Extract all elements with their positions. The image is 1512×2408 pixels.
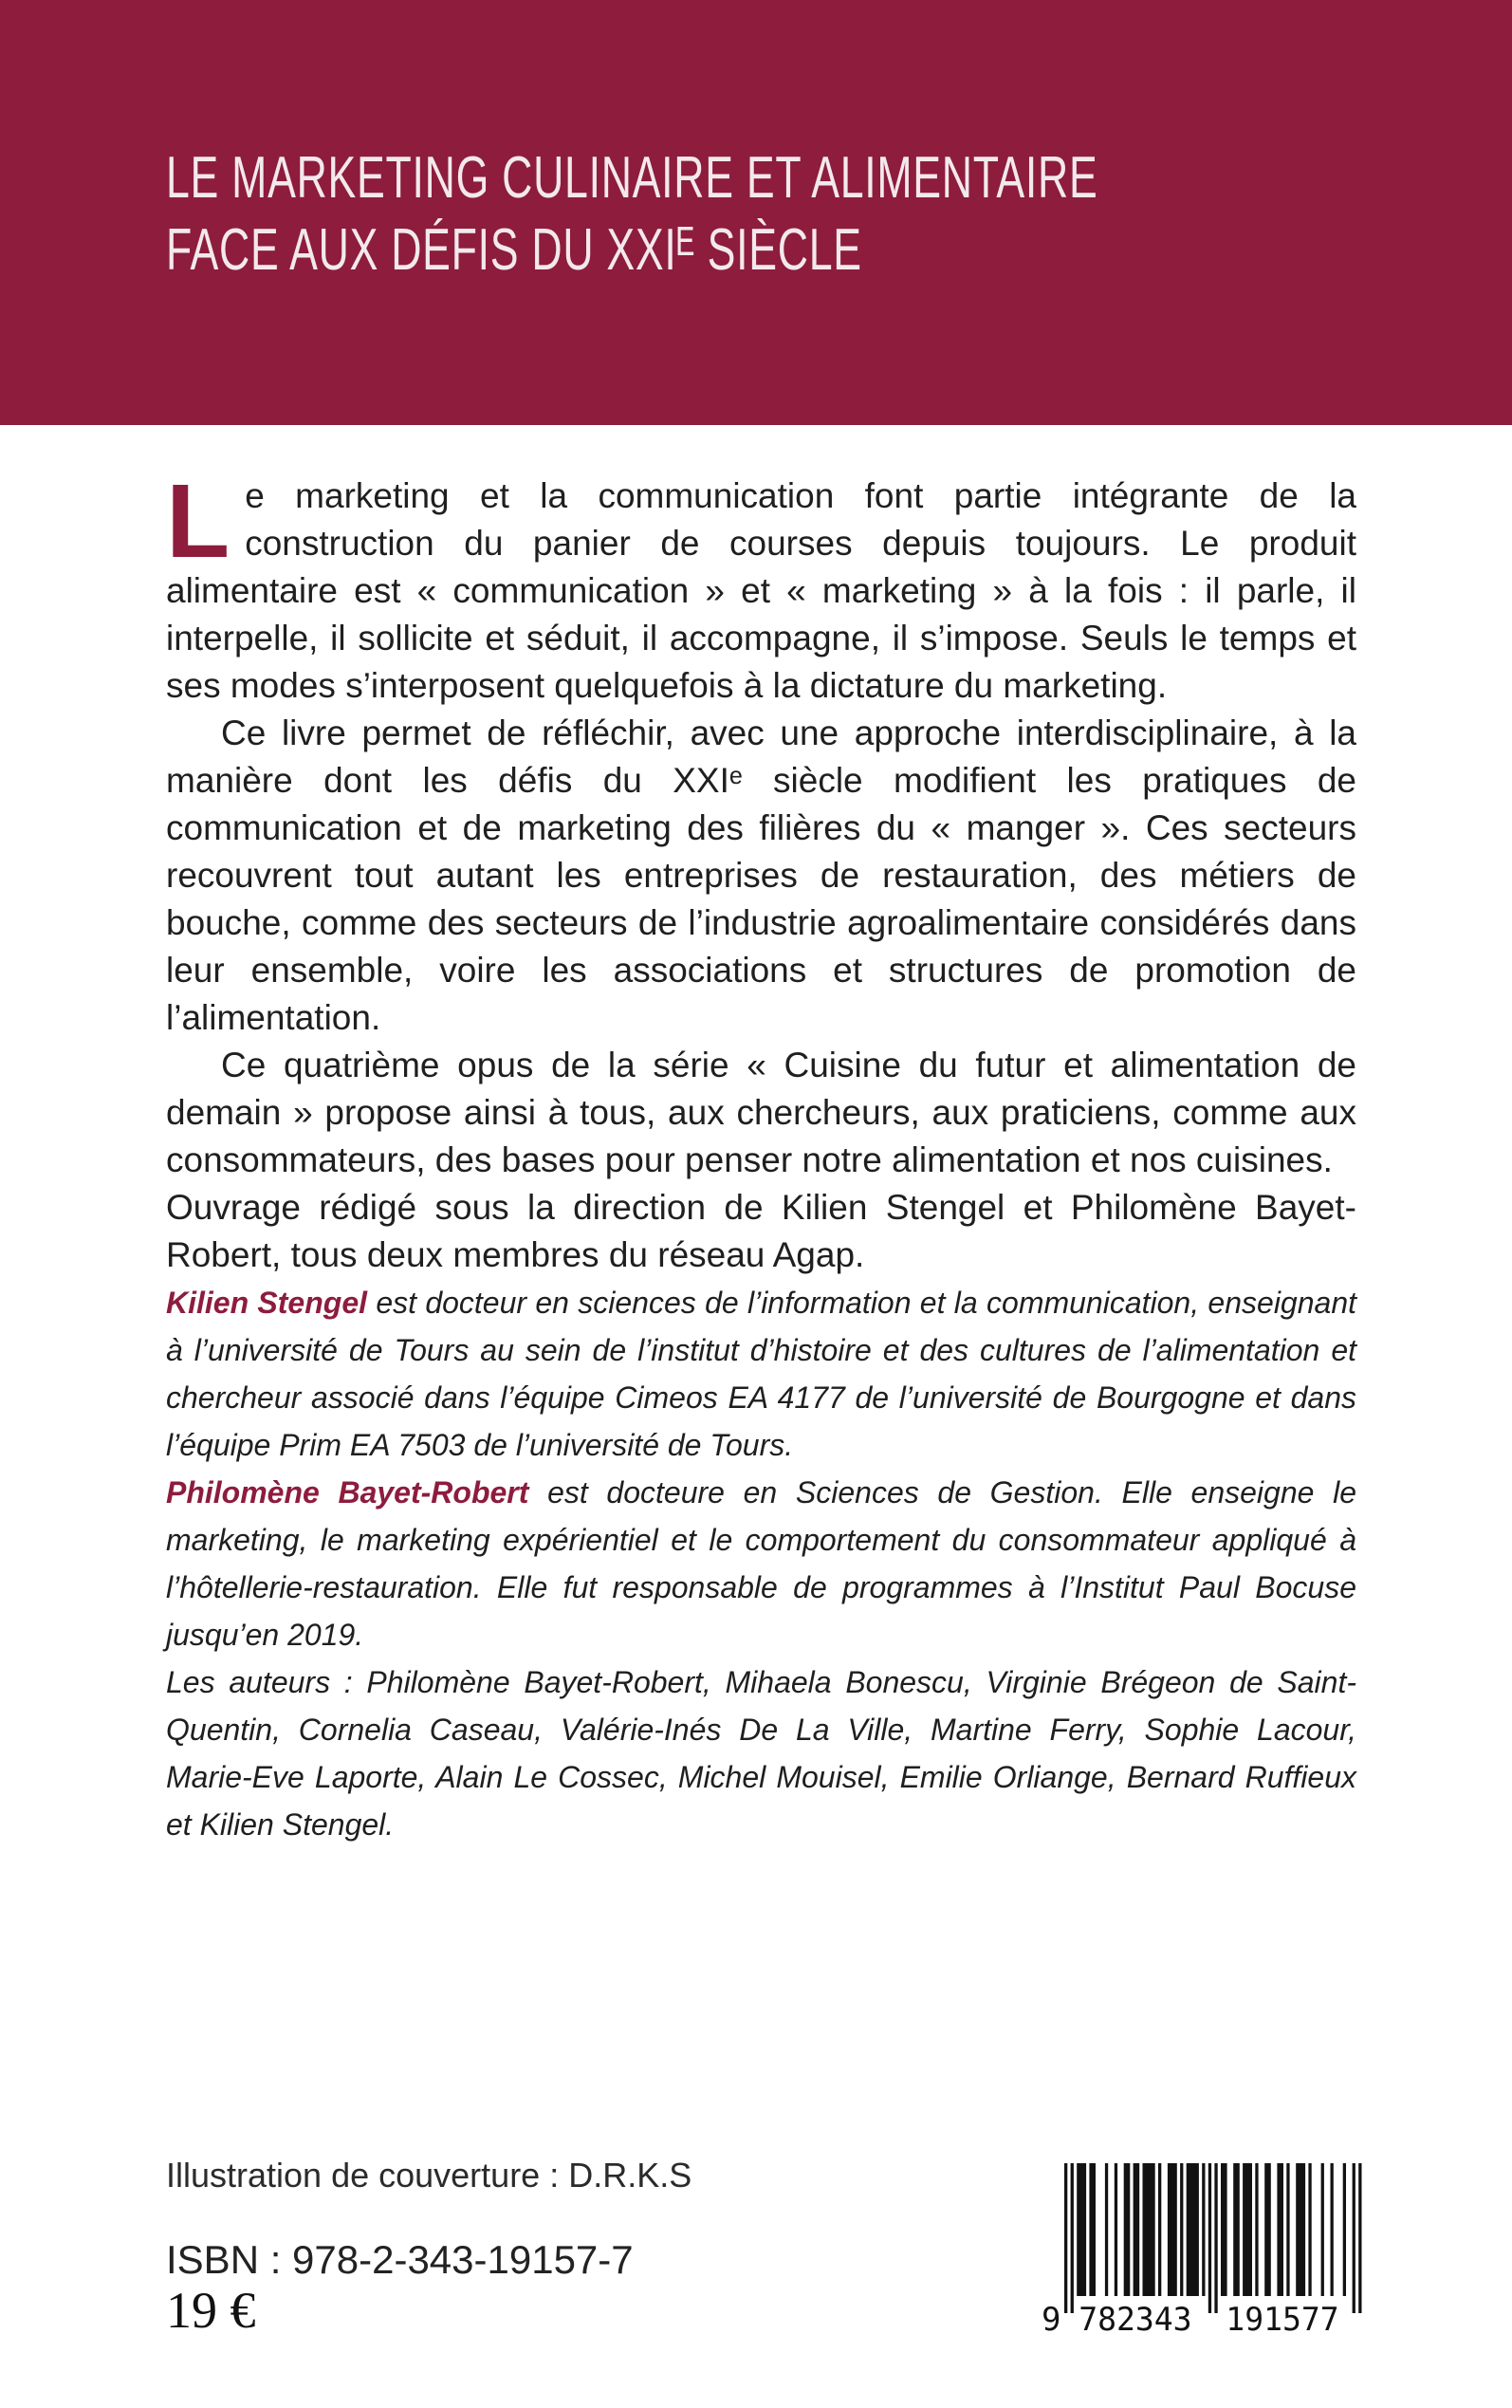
drop-cap: L (166, 463, 230, 580)
barcode-digits: 782343 (1079, 2301, 1192, 2336)
bio-philomene-bayet-robert (166, 1469, 1356, 1658)
bio-text-kilien-stengel: est docteur en sciences de l’information et la communication, enseignant à l’université de Tours au sein de l’institut d’histoire et des cultures de l’alimentation et chercheur associé dans l’équipe Cimeos EA 4177 de l’université de Bourgogne et dans l’équipe Prim EA 7503 de l’université de Tours. (166, 1286, 1357, 1462)
back-cover-text (166, 463, 1357, 1848)
authors-list: Les auteurs : Philomène Bayet-Robert, Mihaela Bonescu, Virginie Brégeon de Saint-Quentin, Cornelia Caseau, Valérie-Inés De La Ville, Martine Ferry, Sophie Lacour, Marie-Eve Laporte, Alain Le Cossec, Michel Mouisel, Emilie Orliange, Bernard Ruffieux et Kilien Stengel. (166, 1665, 1356, 1842)
bio-name-philomene-bayet-robert: Philomène Bayet-Robert (166, 1475, 529, 1510)
paragraph-intro (166, 463, 1356, 710)
bio-kilien-stengel (166, 1279, 1356, 1469)
barcode-digits: 191577 (1226, 2301, 1339, 2336)
barcode (1042, 2163, 1379, 2341)
isbn-line: ISBN : 978-2-343-19157-7 (166, 2237, 634, 2282)
paragraph-book-purpose: Ce livre permet de réfléchir, avec une approche interdisciplinaire, à la manière dont les défis du XXIᵉ siècle modifient les pratiques de communication et de marketing des filières du « manger ». Ces secteurs recouvrent tout autant les entreprises de restauration, des métiers de bouche, comme des secteurs de l’industrie agroalimentaire considérés dans leur ensemble, voire les associations et structures de promotion de l’alimentation. (166, 713, 1356, 1037)
bio-text-philomene-bayet-robert: est docteure en Sciences de Gestion. Elle enseigne le marketing, le marketing expérientiel et le comportement du consommateur appliqué à l’hôtellerie-restauration. Elle fut responsable de programmes à l’Institut Paul Bocuse jusqu’en 2019. (166, 1475, 1357, 1652)
book-title-line2: FACE AUX DÉFIS DU XXIᴱ SIÈCLE (166, 217, 862, 283)
price-label: 19 € (166, 2282, 256, 2339)
title-band (0, 0, 1512, 425)
barcode-svg (1042, 2163, 1379, 2336)
book-title (166, 142, 1097, 287)
paragraph-intro-text: e marketing et la communication font partie intégrante de la construction du panier de courses depuis toujours. Le produit alimentaire est « communication » et « marketing » à la fois : il parle, il interpelle, il sollicite et séduit, il accompagne, il s’impose. Seuls le temps et ses modes s’interposent quelquefois à la dictature du marketing. (166, 476, 1356, 705)
bio-name-kilien-stengel: Kilien Stengel (166, 1286, 368, 1320)
direction-note: Ouvrage rédigé sous la direction de Kilien Stengel et Philomène Bayet-Robert, tous deux membres du réseau Agap. (166, 1188, 1356, 1274)
cover-illustration-credit: Illustration de couverture : D.R.K.S (166, 2156, 692, 2195)
book-title-line1: LE MARKETING CULINAIRE ET ALIMENTAIRE (166, 145, 1098, 211)
paragraph-series: Ce quatrième opus de la série « Cuisine du futur et alimentation de demain » propose ainsi à tous, aux chercheurs, aux praticiens, comme aux consommateurs, des bases pour penser notre alimentation et nos cuisines. (166, 1046, 1356, 1179)
barcode-digits: 9 (1042, 2301, 1061, 2336)
